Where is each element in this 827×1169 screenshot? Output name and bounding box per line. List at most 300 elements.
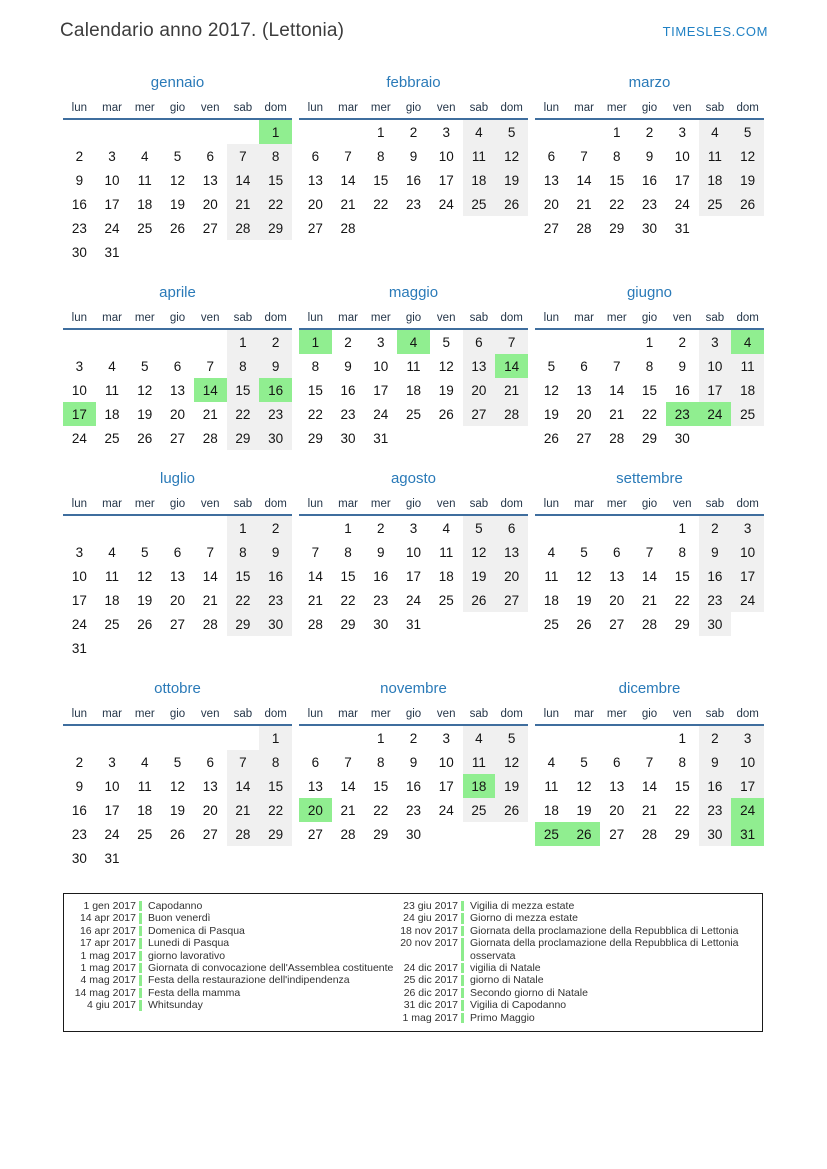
day-cell: 25: [104, 430, 120, 446]
weekday-header-row: [63, 308, 292, 330]
day-cell: 18: [699, 168, 732, 192]
day-cell: 17: [438, 778, 454, 794]
weekday-label: gio: [641, 498, 658, 510]
day-cell: 11: [137, 778, 152, 794]
day-cell: 23: [405, 196, 421, 212]
day-cell: 28: [202, 616, 218, 632]
month-title: maggio: [388, 284, 439, 301]
day-cell: 11: [544, 778, 559, 794]
legend-entry: [70, 925, 392, 937]
empty-cell: [128, 636, 161, 660]
day-cell: 20: [307, 196, 323, 212]
empty-cell: [63, 120, 96, 144]
day-cell: 30: [259, 612, 292, 636]
day-cell: 12: [137, 568, 153, 584]
day-cell: 13: [169, 382, 185, 398]
day-cell: 1: [344, 520, 352, 536]
weekday-label: dom: [264, 708, 287, 720]
weekday-label: lun: [543, 498, 560, 510]
day-cell: 1: [678, 520, 686, 536]
empty-cell: [568, 516, 601, 540]
day-cell: 13: [463, 354, 496, 378]
day-cell: 11: [544, 568, 559, 584]
day-cell: 10: [71, 568, 87, 584]
month-agosto: [299, 468, 528, 636]
day-cell: 3: [108, 148, 116, 164]
legend-entry: [70, 950, 392, 962]
day-cell: 2: [259, 516, 292, 540]
legend-entry: [392, 900, 756, 912]
day-cell: 3: [377, 334, 385, 350]
day-cell: 4: [731, 330, 764, 354]
day-cell: 10: [373, 358, 389, 374]
weekday-label: dom: [736, 708, 759, 720]
day-cell: 12: [495, 144, 528, 168]
day-cell: 7: [344, 148, 352, 164]
weekday-label: sab: [469, 312, 489, 324]
day-cell: 8: [311, 358, 320, 374]
day-cell: 11: [731, 354, 764, 378]
weekday-label: ven: [200, 102, 220, 114]
month-novembre: [299, 678, 528, 846]
day-cell: 4: [108, 544, 116, 560]
day-cell: 11: [406, 358, 421, 374]
month-maggio: [299, 282, 528, 450]
weekday-label: mer: [134, 102, 155, 114]
weekday-label: mar: [102, 312, 122, 324]
day-cell: 8: [613, 148, 621, 164]
day-cell: 29: [227, 426, 260, 450]
day-cell: 22: [609, 196, 625, 212]
empty-cell: [600, 330, 633, 354]
empty-cell: [430, 216, 463, 240]
day-cell: 19: [543, 406, 559, 422]
day-cell: 27: [576, 430, 592, 446]
day-cell: 28: [340, 220, 356, 236]
day-cell: 25: [699, 192, 732, 216]
empty-cell: [194, 726, 227, 750]
day-cell: 4: [442, 520, 450, 536]
legend-label: giorno lavorativo: [148, 949, 226, 962]
day-cell: 24: [699, 402, 732, 426]
legend-entry: [70, 900, 392, 912]
day-cell: 22: [307, 406, 323, 422]
weekday-label: ven: [436, 102, 456, 114]
day-cell: 15: [307, 382, 323, 398]
day-cell: 20: [299, 798, 332, 822]
day-cell: 8: [227, 354, 260, 378]
day-cell: 9: [377, 544, 385, 560]
day-cell: 13: [609, 778, 625, 794]
weekday-label: gio: [169, 102, 186, 114]
weekday-label: mar: [574, 102, 594, 114]
legend-entry: [392, 925, 756, 937]
empty-cell: [194, 240, 227, 264]
weekday-label: lun: [307, 102, 324, 114]
day-cell: 21: [307, 592, 323, 608]
empty-cell: [96, 726, 129, 750]
day-cell: 7: [645, 544, 654, 560]
day-cell: 3: [108, 754, 116, 770]
day-cell: 23: [373, 592, 389, 608]
day-grid: [63, 120, 292, 264]
day-cell: 10: [104, 172, 120, 188]
day-cell: 26: [576, 616, 592, 632]
weekday-label: mar: [338, 312, 358, 324]
weekday-label: ven: [672, 102, 692, 114]
legend-label: vigilia di Natale: [470, 962, 541, 975]
weekday-label: sab: [469, 708, 489, 720]
day-cell: 27: [495, 588, 528, 612]
weekday-label: lun: [543, 102, 560, 114]
weekday-label: sab: [469, 498, 489, 510]
day-grid: [299, 120, 528, 240]
day-grid: [299, 330, 528, 450]
day-cell: 31: [674, 220, 690, 236]
weekday-label: mer: [606, 102, 627, 114]
day-cell: 22: [227, 588, 260, 612]
weekday-label: dom: [500, 312, 523, 324]
day-cell: 2: [409, 124, 418, 140]
day-cell: 11: [105, 382, 120, 398]
day-cell: 19: [463, 564, 496, 588]
day-cell: 25: [104, 616, 120, 632]
day-cell: 31: [104, 244, 120, 260]
day-cell: 13: [543, 172, 559, 188]
legend-date: 16 apr 2017: [79, 924, 136, 937]
day-cell: 21: [641, 802, 657, 818]
day-cell: 14: [340, 172, 356, 188]
day-cell: 21: [641, 592, 657, 608]
weekday-header-row: [535, 98, 764, 120]
day-cell: 21: [576, 196, 592, 212]
legend-entry: [392, 937, 756, 962]
empty-cell: [568, 330, 601, 354]
day-cell: 23: [259, 588, 292, 612]
empty-cell: [495, 216, 528, 240]
day-cell: 18: [104, 592, 120, 608]
empty-cell: [600, 726, 633, 750]
legend-label: Capodanno: [148, 900, 203, 912]
day-cell: 29: [373, 826, 389, 842]
day-cell: 2: [75, 148, 84, 164]
empty-cell: [227, 846, 260, 870]
day-cell: 12: [495, 750, 528, 774]
day-cell: 30: [71, 850, 87, 866]
legend-label: Festa della restaurazione dell'indipendenza: [148, 974, 350, 987]
empty-cell: [96, 330, 129, 354]
day-cell: 27: [307, 220, 323, 236]
empty-cell: [731, 612, 764, 636]
day-cell: 27: [609, 826, 625, 842]
weekday-label: lun: [307, 708, 324, 720]
day-cell: 4: [463, 726, 496, 750]
day-cell: 26: [137, 430, 153, 446]
empty-cell: [128, 846, 161, 870]
empty-cell: [161, 240, 194, 264]
weekday-label: sab: [705, 312, 725, 324]
day-cell: 19: [438, 382, 454, 398]
weekday-label: sab: [233, 498, 253, 510]
brand-link[interactable]: TIMESLES.COM: [662, 24, 768, 39]
day-cell: 28: [609, 430, 625, 446]
day-cell: 10: [731, 540, 764, 564]
legend-date: 4 mag 2017: [80, 974, 136, 987]
day-cell: 5: [173, 148, 182, 164]
day-cell: 6: [547, 148, 556, 164]
day-cell: 6: [495, 516, 528, 540]
day-cell: 11: [137, 172, 152, 188]
weekday-label: lun: [71, 498, 88, 510]
legend-label: Giornata di convocazione dell'Assemblea costituente: [148, 962, 394, 975]
day-cell: 25: [463, 192, 496, 216]
day-cell: 15: [674, 778, 690, 794]
day-cell: 16: [674, 382, 690, 398]
day-cell: 24: [405, 592, 421, 608]
day-cell: 24: [373, 406, 389, 422]
weekday-label: ven: [436, 312, 456, 324]
day-cell: 15: [259, 168, 292, 192]
day-cell: 1: [377, 730, 385, 746]
empty-cell: [731, 426, 764, 450]
day-cell: 9: [699, 750, 732, 774]
day-cell: 25: [731, 402, 764, 426]
day-cell: 6: [206, 148, 214, 164]
month-title: febbraio: [386, 74, 441, 91]
day-cell: 8: [259, 750, 292, 774]
day-cell: 24: [438, 196, 454, 212]
day-cell: 7: [344, 754, 352, 770]
day-cell: 30: [71, 244, 87, 260]
weekday-label: lun: [71, 102, 88, 114]
legend-date: 4 giu 2017: [86, 999, 136, 1012]
weekday-label: mer: [370, 498, 391, 510]
day-cell: 27: [609, 616, 625, 632]
day-cell: 15: [259, 774, 292, 798]
weekday-label: mer: [134, 312, 155, 324]
day-cell: 14: [202, 568, 218, 584]
legend-date: 1 mag 2017: [80, 949, 136, 962]
weekday-header-row: [535, 308, 764, 330]
day-cell: 18: [438, 568, 454, 584]
day-cell: 14: [340, 778, 356, 794]
day-cell: 18: [137, 802, 153, 818]
weekday-label: lun: [543, 312, 560, 324]
legend-label: Giorno di mezza estate: [470, 912, 578, 925]
day-cell: 16: [641, 172, 657, 188]
month-title: aprile: [159, 284, 196, 301]
day-cell: 20: [169, 592, 185, 608]
day-cell: 26: [731, 192, 764, 216]
day-cell: 28: [641, 616, 657, 632]
day-cell: 2: [75, 754, 84, 770]
legend-label: Giornata della proclamazione della Repubblica di Lettonia osservata: [470, 937, 739, 962]
day-cell: 16: [259, 378, 292, 402]
empty-cell: [161, 726, 194, 750]
month-title: agosto: [390, 470, 437, 487]
weekday-label: mer: [606, 312, 627, 324]
day-cell: 2: [409, 730, 418, 746]
weekday-label: gio: [169, 312, 186, 324]
day-cell: 1: [259, 120, 292, 144]
day-cell: 30: [674, 430, 690, 446]
day-cell: 26: [169, 220, 185, 236]
day-cell: 26: [495, 192, 528, 216]
legend-column-right: [392, 900, 756, 1024]
day-cell: 21: [202, 406, 218, 422]
day-cell: 16: [699, 564, 732, 588]
weekday-label: lun: [71, 312, 88, 324]
weekday-label: lun: [543, 708, 560, 720]
day-cell: 27: [169, 430, 185, 446]
day-cell: 21: [495, 378, 528, 402]
day-cell: 2: [645, 124, 654, 140]
month-febbraio: [299, 72, 528, 240]
day-cell: 28: [495, 402, 528, 426]
empty-cell: [463, 216, 496, 240]
day-cell: 26: [169, 826, 185, 842]
weekday-header-row: [299, 704, 528, 726]
day-cell: 8: [344, 544, 352, 560]
day-cell: 10: [731, 750, 764, 774]
months-grid: [63, 72, 764, 870]
legend-date: 14 mag 2017: [74, 986, 136, 999]
empty-cell: [63, 726, 96, 750]
page-title: Calendario anno 2017. (Lettonia): [60, 20, 345, 41]
day-cell: 16: [699, 774, 732, 798]
day-cell: 25: [438, 592, 454, 608]
legend-date: 24 giu 2017: [403, 912, 458, 925]
month-settembre: [535, 468, 764, 636]
weekday-label: gio: [405, 102, 422, 114]
empty-cell: [568, 120, 601, 144]
legend-date: 20 nov 2017: [400, 937, 458, 950]
day-cell: 10: [438, 754, 454, 770]
day-cell: 29: [259, 216, 292, 240]
day-cell: 5: [580, 754, 588, 770]
day-cell: 23: [71, 826, 87, 842]
legend-label: Domenica di Pasqua: [148, 924, 245, 937]
day-cell: 2: [259, 330, 292, 354]
weekday-label: mer: [606, 708, 627, 720]
month-title: ottobre: [154, 680, 201, 697]
empty-cell: [128, 240, 161, 264]
day-cell: 11: [699, 144, 732, 168]
day-cell: 18: [405, 382, 421, 398]
day-cell: 1: [259, 726, 292, 750]
legend-date: 14 apr 2017: [79, 912, 136, 925]
day-cell: 27: [543, 220, 559, 236]
weekday-label: mer: [606, 498, 627, 510]
weekday-header-row: [63, 494, 292, 516]
day-cell: 24: [104, 220, 120, 236]
day-cell: 26: [495, 798, 528, 822]
weekday-label: sab: [469, 102, 489, 114]
weekday-label: dom: [736, 102, 759, 114]
day-grid: [535, 120, 764, 240]
legend-label: Lunedi di Pasqua: [148, 937, 230, 950]
weekday-label: sab: [233, 708, 253, 720]
day-grid: [63, 516, 292, 660]
legend-entry: [392, 962, 756, 974]
day-cell: 27: [463, 402, 496, 426]
month-marzo: [535, 72, 764, 240]
day-cell: 15: [609, 172, 625, 188]
day-cell: 9: [259, 354, 292, 378]
day-cell: 4: [141, 754, 149, 770]
day-cell: 24: [71, 430, 87, 446]
day-cell: 20: [202, 196, 218, 212]
day-cell: 27: [202, 826, 218, 842]
day-cell: 19: [576, 592, 592, 608]
legend-date: 1 mag 2017: [80, 962, 136, 975]
day-cell: 18: [731, 378, 764, 402]
day-cell: 28: [576, 220, 592, 236]
day-cell: 30: [340, 430, 356, 446]
day-cell: 14: [609, 382, 625, 398]
weekday-header-row: [299, 494, 528, 516]
day-cell: 13: [169, 568, 185, 584]
day-cell: 9: [699, 540, 732, 564]
day-cell: 7: [227, 144, 260, 168]
day-cell: 30: [699, 612, 732, 636]
day-cell: 23: [259, 402, 292, 426]
day-cell: 25: [137, 826, 153, 842]
weekday-label: sab: [705, 708, 725, 720]
weekday-label: ven: [436, 498, 456, 510]
weekday-label: mar: [102, 102, 122, 114]
weekday-label: ven: [200, 498, 220, 510]
weekday-label: gio: [169, 708, 186, 720]
weekday-label: dom: [264, 312, 287, 324]
day-cell: 8: [259, 144, 292, 168]
day-cell: 17: [405, 568, 421, 584]
day-cell: 31: [71, 640, 87, 656]
day-cell: 7: [645, 754, 654, 770]
empty-cell: [63, 330, 96, 354]
day-cell: 4: [547, 754, 556, 770]
day-cell: 21: [227, 798, 260, 822]
day-cell: 7: [206, 358, 214, 374]
day-cell: 18: [137, 196, 153, 212]
empty-cell: [463, 612, 496, 636]
day-grid: [535, 330, 764, 450]
empty-cell: [430, 426, 463, 450]
day-cell: 23: [405, 802, 421, 818]
day-cell: 11: [463, 750, 496, 774]
day-cell: 6: [311, 754, 320, 770]
legend-label: giorno di Natale: [470, 974, 544, 987]
day-cell: 5: [463, 516, 496, 540]
day-grid: [63, 726, 292, 870]
day-cell: 31: [731, 822, 764, 846]
weekday-label: gio: [169, 498, 186, 510]
day-cell: 3: [75, 358, 84, 374]
day-cell: 18: [543, 592, 559, 608]
weekday-header-row: [299, 308, 528, 330]
empty-cell: [633, 726, 666, 750]
day-cell: 1: [377, 124, 385, 140]
day-cell: 9: [259, 540, 292, 564]
day-cell: 19: [137, 406, 153, 422]
weekday-label: lun: [307, 498, 324, 510]
day-cell: 18: [463, 774, 496, 798]
day-cell: 12: [543, 382, 559, 398]
day-cell: 21: [340, 196, 356, 212]
day-cell: 15: [340, 568, 356, 584]
day-cell: 20: [576, 406, 592, 422]
empty-cell: [535, 516, 568, 540]
